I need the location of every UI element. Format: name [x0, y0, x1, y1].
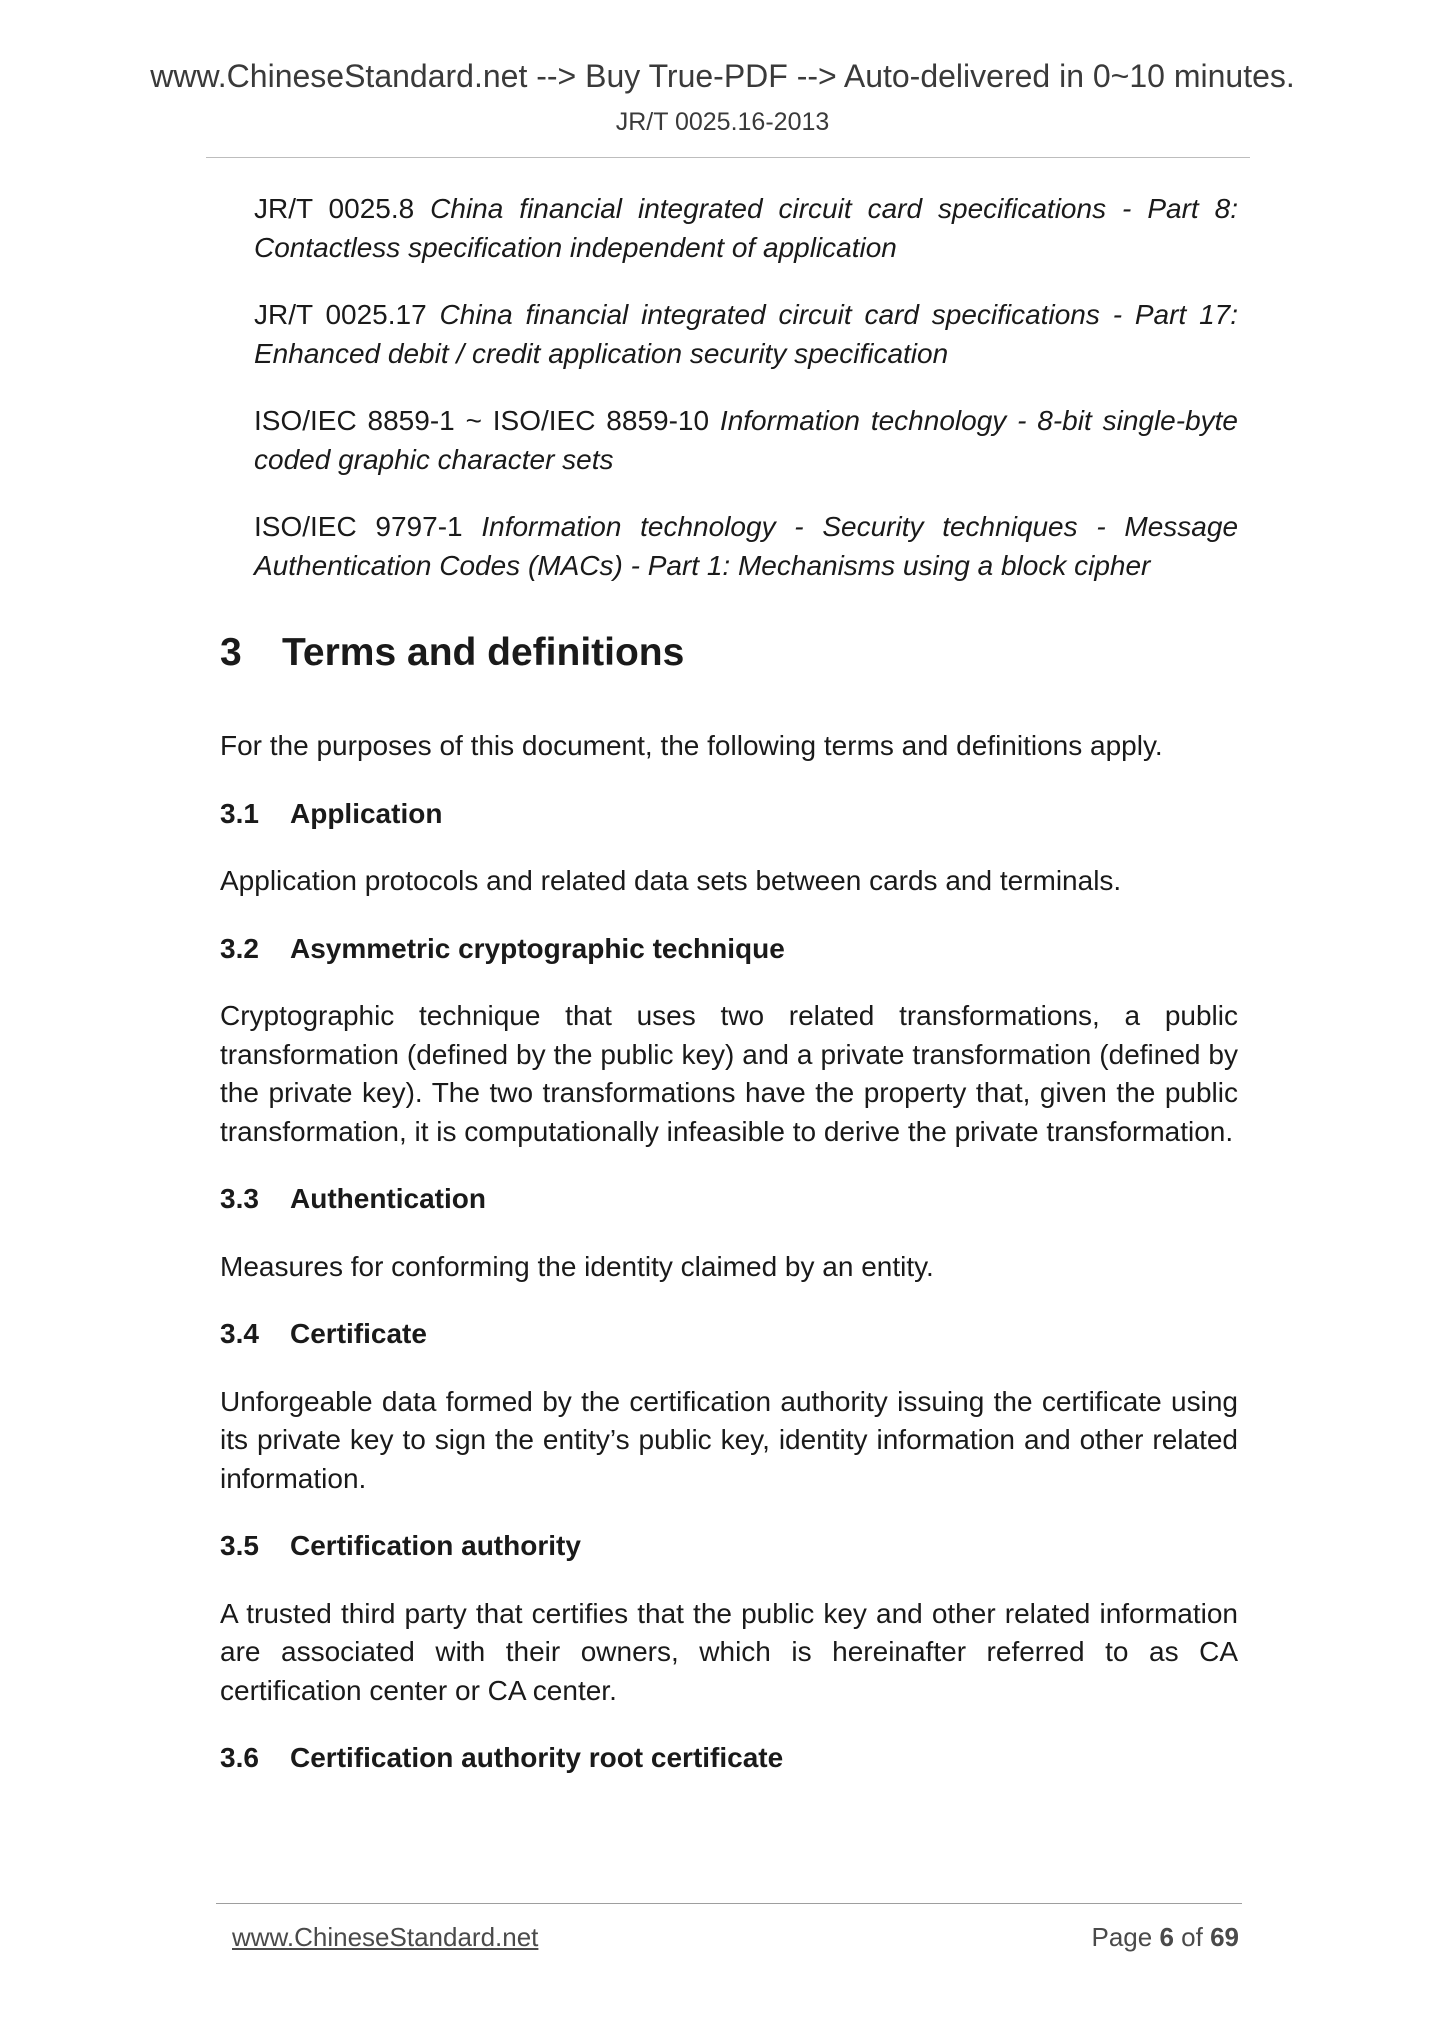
reference-code: ISO/IEC 8859-1 ~ ISO/IEC 8859-10: [254, 405, 710, 436]
page-number: [1091, 1922, 1239, 1953]
term-heading: [220, 1180, 1238, 1219]
term-title: Authentication: [290, 1183, 486, 1214]
header-banner: www.ChineseStandard.net --> Buy True-PDF --> Auto-delivered in 0~10 minutes.: [150, 58, 1295, 94]
footer-divider: [216, 1903, 1242, 1904]
term-title: Certification authority: [290, 1530, 581, 1561]
term-title: Certificate: [290, 1318, 427, 1349]
section-intro: For the purposes of this document, the following terms and definitions apply.: [220, 730, 1163, 761]
reference-code: JR/T 0025.8: [254, 193, 415, 224]
reference-code: JR/T 0025.17: [254, 299, 427, 330]
term-definition: Measures for conforming the identity claimed by an entity.: [220, 1250, 934, 1282]
term-definition: Unforgeable data formed by the certification authority issuing the certificate using its private key to sign the entity’s public key, identity information and other related information.: [220, 1385, 1238, 1494]
term-title: Application: [290, 797, 443, 829]
reference-item: [254, 402, 1238, 479]
section-number: 3: [220, 631, 242, 674]
reference-title: China financial integrated circuit card specifications - Part 17: Enhanced debit / credit application security specification: [254, 299, 1239, 369]
term-number: 3.4: [220, 1318, 259, 1349]
term-number: 3.3: [220, 1183, 259, 1214]
page-label: Page: [1091, 1922, 1153, 1952]
term-title: Certification authority root certificate: [290, 1742, 784, 1773]
term-definition: A trusted third party that certifies that the public key and other related information are associated with their owners, which is hereinafter referred to as CA certification center or CA center.: [220, 1597, 1238, 1706]
term-number: 3.5: [220, 1530, 259, 1561]
term-number: 3.2: [220, 932, 259, 964]
reference-item: [254, 296, 1238, 373]
term-definition: Application protocols and related data sets between cards and terminals.: [220, 865, 1122, 896]
reference-title: Information technology - Security techniques - Message Authentication Codes (MACs) - Part 1: Mechanisms using a block cipher: [254, 511, 1239, 581]
term-number: 3.1: [220, 797, 259, 829]
standard-id: JR/T 0025.16-2013: [615, 108, 830, 136]
page-of: of: [1181, 1922, 1203, 1952]
term-heading: [220, 930, 1238, 969]
reference-item: [254, 508, 1238, 585]
term-definition: Cryptographic technique that uses two related transformations, a public transformation (defined by the public key) and a private transformation (defined by the private key). The two transformations have the property that, given the public transformation, it is computationally infeasible to derive the private transformation.: [220, 1000, 1238, 1147]
reference-title: China financial integrated circuit card specifications - Part 8: Contactless specification independent of application: [254, 193, 1238, 263]
section-title: Terms and definitions: [282, 631, 685, 674]
footer-site-link[interactable]: www.ChineseStandard.net: [232, 1922, 539, 1952]
term-number: 3.6: [220, 1742, 259, 1773]
term-heading: [220, 795, 1238, 834]
term-heading: [220, 1739, 1238, 1778]
section-heading: [220, 631, 1238, 675]
term-heading: [220, 1527, 1238, 1566]
page-content: [220, 190, 1238, 1807]
reference-title: Information technology - 8-bit single-byte coded graphic character sets: [254, 405, 1239, 475]
reference-item: [254, 190, 1238, 267]
header-divider: [206, 157, 1250, 158]
term-title: Asymmetric cryptographic technique: [290, 932, 785, 964]
reference-code: ISO/IEC 9797-1: [254, 511, 463, 542]
page-current: 6: [1159, 1922, 1174, 1952]
term-heading: [220, 1315, 1238, 1354]
page-total: 69: [1210, 1922, 1239, 1952]
